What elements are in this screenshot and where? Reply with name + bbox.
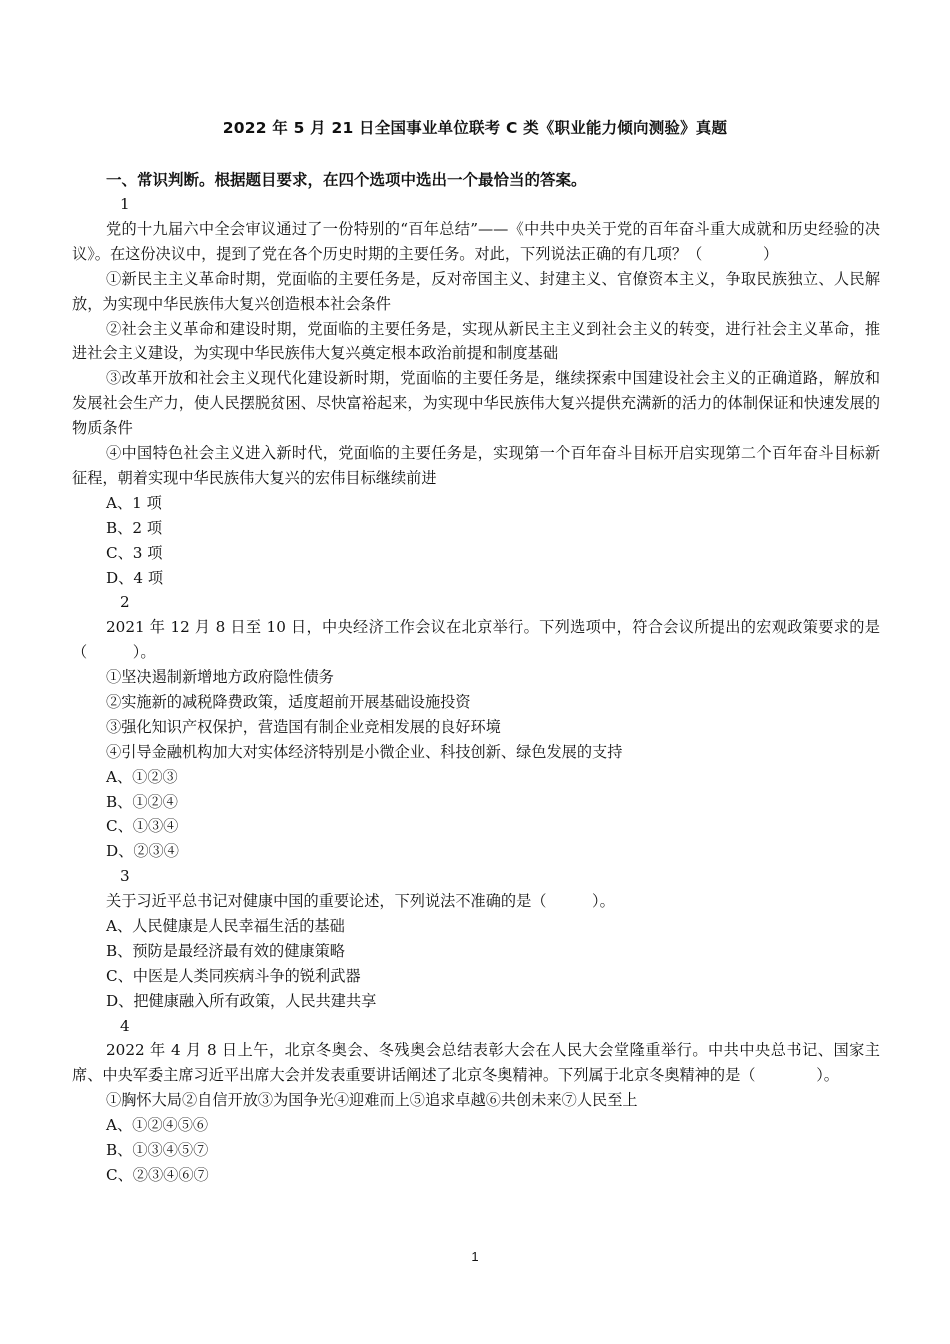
question-number: 2 [120, 593, 130, 612]
document-body [72, 192, 880, 1188]
answer-option: C、①③④ [106, 817, 179, 836]
question-stem: 2022 年 4 月 8 日上午，北京冬奥会、冬残奥会总结表彰大会在人民大会堂隆重举行。中共中央总书记、国家主席、中央军委主席习近平出席大会并发表重要讲话阐述了北京冬奥精神。下列属于北京冬奥精神的是（ ）。 [72, 1041, 880, 1085]
question-statement: ④引导金融机构加大对实体经济特别是小微企业、科技创新、绿色发展的支持 [106, 742, 623, 761]
answer-option: D、4 项 [106, 568, 164, 587]
question-stem: 党的十九届六中全会审议通过了一份特别的“百年总结”——《中共中央关于党的百年奋斗重大成就和历史经验的决议》。在这份决议中，提到了党在各个历史时期的主要任务。对此，下列说法正确的有几项？（ ） [72, 219, 880, 263]
question-statement: ②实施新的减税降费政策，适度超前开展基础设施投资 [106, 693, 471, 712]
answer-option: B、预防是最经济最有效的健康策略 [106, 941, 345, 960]
question-number: 1 [120, 195, 130, 213]
answer-option: B、①③④⑤⑦ [106, 1141, 209, 1160]
answer-option: D、把健康融入所有政策，人民共建共享 [106, 991, 377, 1010]
answer-option: A、人民健康是人民幸福生活的基础 [106, 917, 345, 936]
question-number: 3 [120, 867, 130, 886]
answer-option: C、3 项 [106, 543, 163, 562]
question-statement: ①新民主主义革命时期，党面临的主要任务是，反对帝国主义、封建主义、官僚资本主义，争取民族独立、人民解放，为实现中华民族伟大复兴创造根本社会条件 [72, 269, 880, 313]
page-number: 1 [471, 1249, 479, 1264]
answer-option: A、①②③ [106, 767, 178, 786]
question-statement: ①坚决遏制新增地方政府隐性债务 [106, 668, 334, 687]
question-statement: ②社会主义革命和建设时期，党面临的主要任务是，实现从新民主主义到社会主义的转变，进行社会主义革命，推进社会主义建设，为实现中华民族伟大复兴奠定根本政治前提和制度基础 [72, 319, 880, 363]
answer-option: B、2 项 [106, 518, 163, 537]
question-stem: 2021 年 12 月 8 日至 10 日，中央经济工作会议在北京举行。下列选项中，符合会议所提出的宏观政策要求的是（ ）。 [72, 618, 880, 662]
section-heading: 一、常识判断。根据题目要求，在四个选项中选出一个最恰当的答案。 [106, 171, 587, 189]
answer-option: A、①②④⑤⑥ [106, 1116, 209, 1135]
answer-option: C、中医是人类同疾病斗争的锐利武器 [106, 966, 361, 985]
answer-option: B、①②④ [106, 792, 178, 811]
question-statement: ①胸怀大局②自信开放③为国争光④迎难而上⑤追求卓越⑥共创未来⑦人民至上 [106, 1091, 638, 1110]
question-stem: 关于习近平总书记对健康中国的重要论述，下列说法不准确的是（ ）。 [106, 892, 615, 911]
question-statement: ③强化知识产权保护，营造国有制企业竞相发展的良好环境 [106, 717, 501, 736]
question-statement: ③改革开放和社会主义现代化建设新时期，党面临的主要任务是，继续探索中国建设社会主义的正确道路，解放和发展社会生产力，使人民摆脱贫困、尽快富裕起来，为实现中华民族伟大复兴提供充满新的活力的体制保证和快速发展的物质条件 [72, 369, 880, 438]
question-number: 4 [120, 1016, 130, 1035]
document-title: 2022 年 5 月 21 日全国事业单位联考 C 类《职业能力倾向测验》真题 [222, 119, 728, 137]
answer-option: A、1 项 [106, 493, 162, 512]
question-statement: ④中国特色社会主义进入新时代，党面临的主要任务是，实现第一个百年奋斗目标开启实现第二个百年奋斗目标新征程，朝着实现中华民族伟大复兴的宏伟目标继续前进 [72, 444, 880, 487]
answer-option: C、②③④⑥⑦ [106, 1165, 209, 1184]
answer-option: D、②③④ [106, 842, 179, 861]
